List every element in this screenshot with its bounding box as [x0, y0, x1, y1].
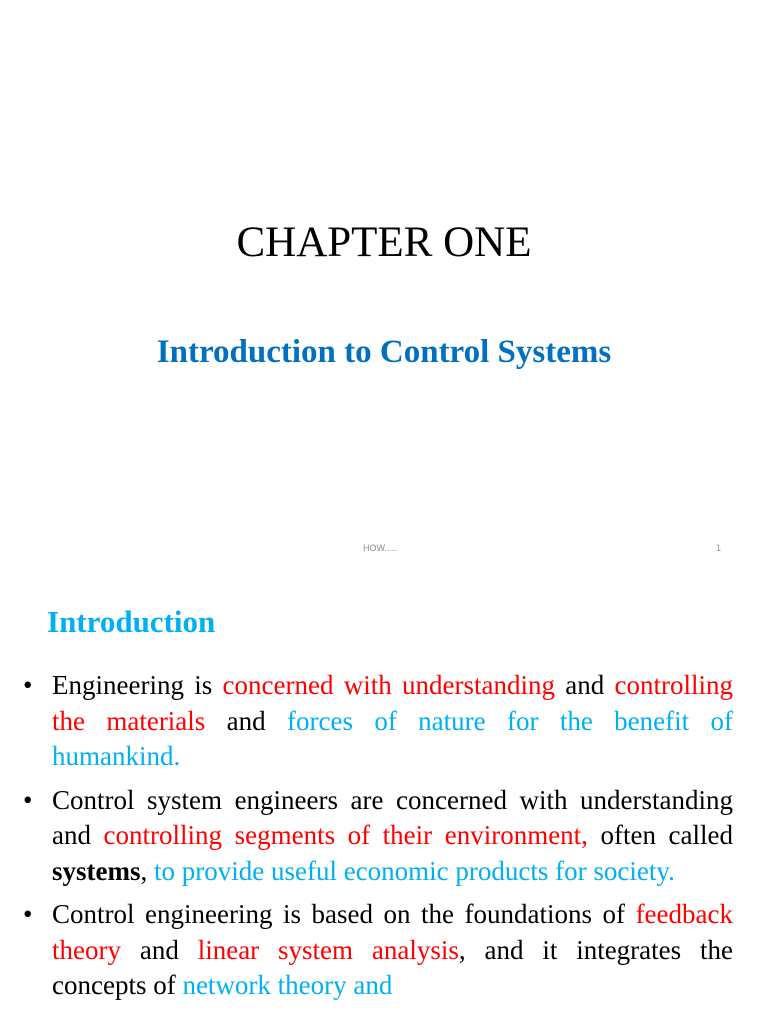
text-segment-plain: ,	[140, 855, 154, 886]
bullet-item	[23, 897, 733, 1004]
text-segment-red: feedback theory	[52, 899, 733, 965]
text-segment-plain: Control system engineers are concerned with understanding and	[52, 784, 733, 850]
text-segment-red: controlling the materials	[52, 670, 733, 736]
text-segment-red: controlling segments of their environment,	[103, 820, 588, 850]
bullet-dot-icon: •	[23, 670, 33, 700]
bullet-item	[23, 783, 733, 890]
text-segment-plain: and	[554, 670, 615, 700]
text-segment-plain: , and it integrates the concepts of	[52, 934, 733, 1000]
text-segment-plain: and	[120, 934, 198, 965]
bullet-text	[52, 785, 733, 886]
bullet-item	[23, 668, 733, 775]
bullet-text	[52, 899, 733, 1000]
text-segment-red: concerned with understanding	[222, 670, 555, 700]
text-segment-plain: and	[205, 705, 288, 736]
text-segment-plain: Engineering is	[52, 670, 223, 700]
text-segment-plain: often called	[587, 820, 733, 850]
introduction-slide	[0, 576, 768, 1024]
bullet-dot-icon: •	[23, 784, 33, 815]
text-segment-red: linear system analysis	[197, 934, 459, 965]
slide-page-number: 1	[716, 543, 722, 553]
text-segment-blue: forces of nature for the benefit of humankind.	[52, 705, 733, 771]
text-segment-bold: systems	[52, 855, 141, 886]
text-segment-blue: to provide useful economic products for society.	[154, 855, 675, 886]
bullet-dot-icon: •	[23, 899, 33, 929]
slide-footer-text: HOW.....	[363, 543, 398, 553]
text-segment-plain: Control engineering is based on the foundations of	[52, 899, 636, 929]
section-heading: Introduction	[47, 604, 216, 639]
chapter-subtitle: Introduction to Control Systems	[156, 334, 612, 370]
chapter-title: CHAPTER ONE	[236, 219, 532, 266]
bullet-text	[52, 670, 733, 771]
bullet-list	[23, 668, 733, 1012]
text-segment-blue: network theory and	[182, 970, 393, 1000]
